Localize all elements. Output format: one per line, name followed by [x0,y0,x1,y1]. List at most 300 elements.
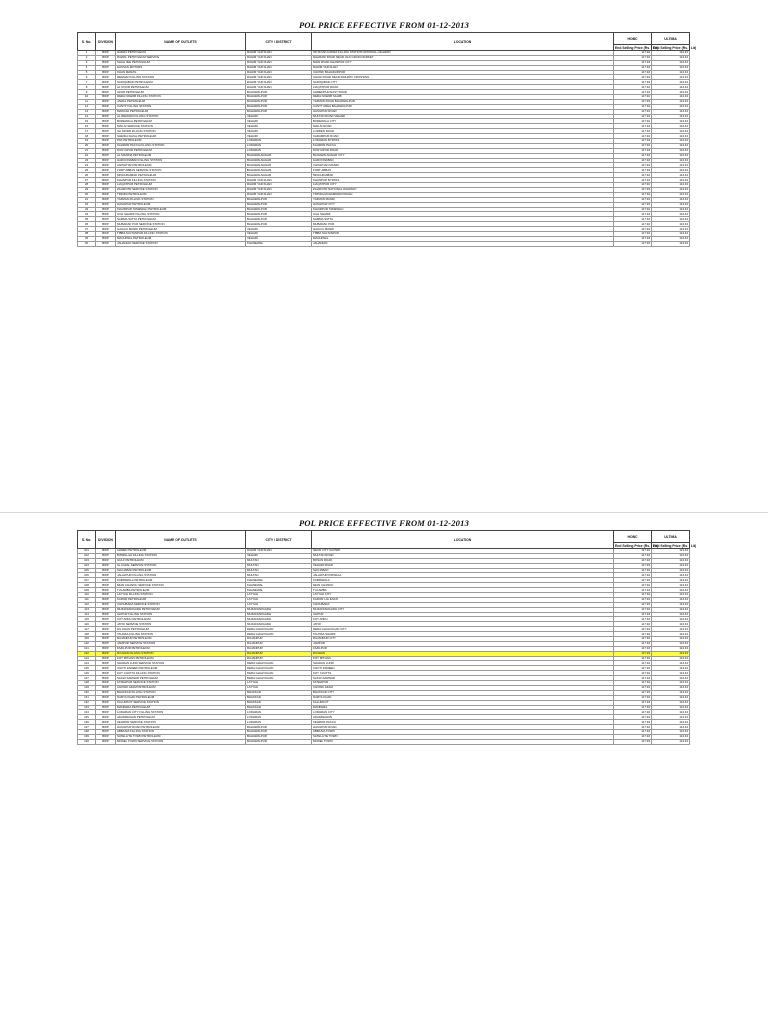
location-cell: TAUNSA SHARIF [312,632,614,637]
table-body [78,51,690,247]
ultima-price-cell: 113.43 [652,588,690,593]
hobc-price-cell: 117.94 [614,183,652,188]
outlet-name-cell: DUNYAPUR PETROLEUM [116,148,246,153]
serial-number-cell: 135 [78,715,96,720]
ultima-price-cell: 113.43 [652,197,690,202]
ultima-price-cell: 113.43 [652,627,690,632]
city-cell: BAHAWALPUR [246,104,312,109]
serial-number-cell: 18 [78,134,96,139]
division-cell: BWP [96,602,116,607]
city-cell: LAYYAH [246,593,312,598]
city-cell: BHAKKAR [246,700,312,705]
division-cell: BWP [96,651,116,656]
outlet-name-cell: BISMILLAH FILLING STATION [116,553,246,558]
hobc-price-cell: 117.94 [614,241,652,246]
table-row [78,241,690,246]
location-cell: SAKHI SARWAR [312,676,614,681]
ultima-price-cell: 113.43 [652,202,690,207]
division-cell: BWP [96,685,116,690]
page-2 [0,512,768,1025]
outlet-name-cell: JAMAL PETROLEUM [116,99,246,104]
division-cell: BWP [96,666,116,671]
division-cell: BWP [96,597,116,602]
outlet-name-cell: MINCHINABAD PETROLEUM [116,173,246,178]
outlet-name-cell: FORT ABBAS SERVICE STATION [116,168,246,173]
serial-number-cell: 112 [78,602,96,607]
outlet-name-cell: GULF PETROLEUM [116,558,246,563]
col-header-city: CITY / DISTRICT [246,33,312,51]
serial-number-cell: 33 [78,207,96,212]
serial-number-cell: 107 [78,578,96,583]
ultima-price-cell: 113.43 [652,725,690,730]
serial-number-cell: 21 [78,148,96,153]
outlet-name-cell: KAROR PETROLEUM [116,597,246,602]
ultima-price-cell: 113.43 [652,51,690,56]
division-cell: BWP [96,104,116,109]
city-cell: BAHAWALNAGAR [246,158,312,163]
outlet-name-cell: AL NOOR PETROLEUM [116,85,246,90]
outlet-name-cell: AL MADINA PETROLEUM [116,153,246,158]
serial-number-cell: 126 [78,671,96,676]
division-cell: BWP [96,119,116,124]
ultima-price-cell: 113.43 [652,85,690,90]
location-cell: TULAMBA [312,588,614,593]
hobc-price-cell: 117.94 [614,720,652,725]
division-cell: BWP [96,212,116,217]
city-cell: RAHIM YAR KHAN [246,549,312,554]
ultima-price-cell: 113.43 [652,690,690,695]
outlet-name-cell: CHOUBARA SERVICE STATION [116,602,246,607]
division-cell: BWP [96,593,116,598]
serial-number-cell: 115 [78,617,96,622]
location-cell: LAYYAH CITY [312,593,614,598]
serial-number-cell: 9 [78,90,96,95]
hobc-price-cell: 117.94 [614,578,652,583]
division-cell: BWP [96,637,116,642]
ultima-price-cell: 113.43 [652,75,690,80]
serial-number-cell: 6 [78,75,96,80]
outlet-name-cell: MAILSI SERVICE STATION [116,124,246,129]
serial-number-cell: 129 [78,685,96,690]
serial-number-cell: 7 [78,80,96,85]
division-cell: BWP [96,197,116,202]
outlet-name-cell: KHANPUR FILLING STATION [116,178,246,183]
hobc-price-cell: 117.94 [614,583,652,588]
hobc-price-cell: 117.94 [614,607,652,612]
col-header-hobc: HOBC [614,531,652,543]
outlet-name-cell: TULAMBA PETROLEUM [116,588,246,593]
serial-number-cell: 104 [78,563,96,568]
outlet-name-cell: FATEHPUR SERVICE STATION [116,681,246,686]
hobc-price-cell: 117.94 [614,212,652,217]
city-cell: VEHARI [246,114,312,119]
hobc-price-cell: 117.94 [614,148,652,153]
city-cell: RAJANPUR [246,641,312,646]
location-cell: LODHRAN BYPASS [312,139,614,144]
ultima-price-cell: 113.43 [652,95,690,100]
outlet-name-cell: HAMZA PETROLEUM [116,51,246,56]
outlet-name-cell: AL REHMAN FILLING STATION [116,114,246,119]
hobc-price-cell: 117.94 [614,222,652,227]
serial-number-cell: 103 [78,558,96,563]
division-cell: BWP [96,75,116,80]
city-cell: LAYYAH [246,681,312,686]
city-cell: RAHIM YAR KHAN [246,55,312,60]
ultima-price-cell: 113.43 [652,617,690,622]
division-cell: BWP [96,720,116,725]
division-cell: BWP [96,153,116,158]
col-header-sn: S. No. [78,531,96,549]
ultima-price-cell: 113.43 [652,183,690,188]
city-cell: BAHAWALPUR [246,197,312,202]
ultima-price-cell: 113.43 [652,661,690,666]
ultima-price-cell: 113.43 [652,573,690,578]
serial-number-cell: 138 [78,729,96,734]
location-cell: BAHAWALNAGAR CITY [312,153,614,158]
division-cell: BWP [96,231,116,236]
serial-number-cell: 35 [78,217,96,222]
city-cell: RAJANPUR [246,637,312,642]
city-cell: VEHARI [246,134,312,139]
division-cell: BWP [96,671,116,676]
ultima-price-cell: 113.43 [652,134,690,139]
division-cell: BWP [96,143,116,148]
ultima-price-cell: 113.43 [652,558,690,563]
outlet-name-cell: KEHROR SERVICE STATION [116,720,246,725]
city-cell: LODHRAN [246,143,312,148]
serial-number-cell: 26 [78,173,96,178]
ultima-price-cell: 113.43 [652,700,690,705]
hobc-price-cell: 117.94 [614,60,652,65]
location-cell: CHOUBARA [312,602,614,607]
outlet-name-cell: CHOWK AZAM PETROLEUM [116,685,246,690]
hobc-price-cell: 117.94 [614,75,652,80]
location-cell: DARYA KHAN [312,695,614,700]
hobc-price-cell: 117.94 [614,666,652,671]
city-cell: BAHAWALPUR [246,207,312,212]
division-cell: BWP [96,549,116,554]
hobc-price-cell: 117.94 [614,139,652,144]
outlet-name-cell: MACHIWAL PETROLEUM [116,236,246,241]
division-cell: BWP [96,695,116,700]
division-cell: BWP [96,622,116,627]
outlet-name-cell: CHISHTIAN PETROLEUM [116,163,246,168]
ultima-price-cell: 113.43 [652,104,690,109]
division-cell: BWP [96,148,116,153]
city-cell: LODHRAN [246,148,312,153]
hobc-price-cell: 117.94 [614,632,652,637]
location-cell: MANKERA [312,705,614,710]
city-cell: RAHIM YAR KHAN [246,75,312,80]
division-cell: BWP [96,90,116,95]
division-cell: BWP [96,236,116,241]
location-cell: KAHROR PACCA [312,143,614,148]
division-cell: BWP [96,192,116,197]
ultima-price-cell: 113.43 [652,153,690,158]
outlet-name-cell: UCH SHARIF FILLING STATION [116,212,246,217]
ultima-price-cell: 113.43 [652,646,690,651]
division-cell: BWP [96,739,116,744]
city-cell: MUZAFFARGARH [246,622,312,627]
hobc-price-cell: 117.94 [614,690,652,695]
serial-number-cell: 5 [78,70,96,75]
city-cell: LODHRAN [246,715,312,720]
outlet-name-cell: MODEL TOWN SERVICE STATION [116,739,246,744]
outlet-name-cell: AL FAZAL SERVICE STATION [116,563,246,568]
ultima-price-cell: 113.43 [652,597,690,602]
city-cell: RAHIM YAR KHAN [246,80,312,85]
outlet-name-cell: MUZAFFARGARH PETROLEUM [116,607,246,612]
location-cell: LODHRAN CITY [312,710,614,715]
serial-number-cell: 30 [78,192,96,197]
hobc-price-cell: 117.94 [614,563,652,568]
hobc-price-cell: 117.94 [614,197,652,202]
location-cell: SATELLITE TOWN [312,734,614,739]
ultima-price-cell: 113.43 [652,681,690,686]
outlet-name-cell: SHAH JEE PETROLEUM [116,60,246,65]
ultima-price-cell: 113.43 [652,656,690,661]
ultima-price-cell: 113.43 [652,139,690,144]
ultima-price-cell: 113.43 [652,671,690,676]
col-subheader-hobc: End Selling Price (Rs. / Lit) [615,45,659,50]
serial-number-cell: 131 [78,695,96,700]
hobc-price-cell: 117.94 [614,573,652,578]
outlet-name-cell: KOT MITHAN PETROLEUM [116,656,246,661]
city-cell: BAHAWALPUR [246,739,312,744]
ultima-price-cell: 113.43 [652,143,690,148]
outlet-name-cell: CHOTI ZAREEN PETROLEUM [116,666,246,671]
location-cell: CHOTI ZAREEN [312,666,614,671]
city-cell: RAHIM YAR KHAN [246,70,312,75]
division-cell: BWP [96,134,116,139]
location-cell: TIBBA SULTANPUR [312,231,614,236]
hobc-price-cell: 117.94 [614,695,652,700]
location-cell: CHOWK BAHADURPUR [312,70,614,75]
division-cell: BWP [96,158,116,163]
serial-number-cell: 25 [78,168,96,173]
outlet-name-cell: MANKERA PETROLEUM [116,705,246,710]
city-cell: DERA GHAZI KHAN [246,661,312,666]
location-cell: CHISHTIAN MANDI [312,163,614,168]
serial-number-cell: 27 [78,178,96,183]
hobc-price-cell: 117.94 [614,168,652,173]
division-cell: BWP [96,95,116,100]
hobc-price-cell: 117.94 [614,602,652,607]
outlet-name-cell: RAJANPUR PETROLEUM [116,637,246,642]
location-cell: ROJHAN [312,651,614,656]
city-cell: LAYYAH [246,602,312,607]
hobc-price-cell: 117.94 [614,734,652,739]
ultima-price-cell: 113.43 [652,637,690,642]
division-cell: BWP [96,85,116,90]
ultima-price-cell: 113.43 [652,734,690,739]
city-cell: RAJANPUR [246,656,312,661]
location-cell: TRINDA MUHAMMAD PANAH [312,192,614,197]
location-cell: LUDDEN ROAD [312,129,614,134]
division-cell: BWP [96,139,116,144]
city-cell: BAHAWALPUR [246,212,312,217]
division-cell: BWP [96,173,116,178]
division-cell: BWP [96,725,116,730]
location-cell: YAZMAN MANDI [312,197,614,202]
city-cell: RAHIM YAR KHAN [246,178,312,183]
table-row [78,739,690,744]
outlet-name-cell: JALALPUR FILLING STATION [116,573,246,578]
outlet-name-cell: RAWAL PETROLEUM SERVICE [116,55,246,60]
outlet-name-cell: ZAHIR PIR SERVICE STATION [116,187,246,192]
outlet-name-cell: ABBASIA FILLING STATION [116,729,246,734]
col-header-city: CITY / DISTRICT [246,531,312,549]
location-cell: KHANPUR BYPASS [312,178,614,183]
serial-number-cell: 109 [78,588,96,593]
outlet-name-cell: KHAN MANZIL [116,70,246,75]
serial-number-cell: 123 [78,656,96,661]
serial-number-cell: 23 [78,158,96,163]
city-cell: VEHARI [246,231,312,236]
col-subheader-ultima: End Selling Price (Rs. / Lit) [653,45,697,50]
hobc-price-cell: 117.94 [614,661,652,666]
division-cell: BWP [96,558,116,563]
page-title: POL PRICE EFFECTIVE FROM 01-12-2013 [298,518,470,528]
outlet-name-cell: CANTT FILLING STATION [116,104,246,109]
hobc-price-cell: 117.94 [614,178,652,183]
outlet-name-cell: PAK PETROLEUM [116,139,246,144]
ultima-price-cell: 113.43 [652,129,690,134]
hobc-price-cell: 117.94 [614,109,652,114]
outlet-name-cell: DG KHAN PETROLEUM [116,627,246,632]
division-cell: BWP [96,168,116,173]
ultima-price-cell: 113.43 [652,710,690,715]
division-cell: BWP [96,734,116,739]
division-cell: BWP [96,241,116,246]
price-table [77,32,697,247]
location-cell: UCH SHARIF [312,212,614,217]
outlet-name-cell: TIBBA SULTANPUR FILLING STATION [116,231,246,236]
city-cell: RAJANPUR [246,651,312,656]
table-body [78,549,690,745]
serial-number-cell: 4 [78,65,96,70]
serial-number-cell: 136 [78,720,96,725]
division-cell: BWP [96,617,116,622]
division-cell: BWP [96,55,116,60]
ultima-price-cell: 113.43 [652,99,690,104]
serial-number-cell: 28 [78,183,96,188]
hobc-price-cell: 117.94 [614,568,652,573]
serial-number-cell: 105 [78,568,96,573]
serial-number-cell: 32 [78,202,96,207]
division-cell: BWP [96,207,116,212]
ultima-price-cell: 113.43 [652,651,690,656]
outlet-name-cell: FAZILPUR PETROLEUM [116,646,246,651]
location-cell: KARAMPUR ROAD [312,134,614,139]
ultima-price-cell: 113.43 [652,212,690,217]
location-cell: YAZMAN ROAD BAHAWALPUR [312,99,614,104]
location-cell: JATOI [312,622,614,627]
city-cell: RAHIM YAR KHAN [246,187,312,192]
hobc-price-cell: 117.94 [614,143,652,148]
hobc-price-cell: 117.94 [614,153,652,158]
ultima-price-cell: 113.43 [652,583,690,588]
ultima-price-cell: 113.43 [652,676,690,681]
city-cell: LODHRAN [246,139,312,144]
col-header-division: DIVISION [96,33,116,51]
outlet-name-cell: KALURKOT SERVICE STATION [116,700,246,705]
ultima-price-cell: 113.43 [652,568,690,573]
page-1 [0,0,768,512]
outlet-name-cell: BUREWALA PETROLEUM [116,119,246,124]
city-cell: DERA GHAZI KHAN [246,676,312,681]
serial-number-cell: 101 [78,549,96,554]
location-cell: SHAHI ROAD NEAR RAILWAY CROSSING [312,75,614,80]
city-cell: BAHAWALPUR [246,90,312,95]
city-cell: BAHAWALPUR [246,725,312,730]
serial-number-cell: 11 [78,99,96,104]
location-cell: LIAQATPUR ROAD [312,85,614,90]
city-cell: BAHAWALPUR [246,95,312,100]
ultima-price-cell: 113.43 [652,158,690,163]
serial-number-cell: 22 [78,153,96,158]
serial-number-cell: 15 [78,119,96,124]
hobc-price-cell: 117.94 [614,676,652,681]
ultima-price-cell: 113.43 [652,80,690,85]
hobc-price-cell: 117.94 [614,729,652,734]
city-cell: BAHAWALNAGAR [246,168,312,173]
location-cell: RAHIM YAR KHAN [312,65,614,70]
serial-number-cell: 111 [78,597,96,602]
hobc-price-cell: 117.94 [614,612,652,617]
ultima-price-cell: 113.43 [652,602,690,607]
serial-number-cell: 130 [78,690,96,695]
serial-number-cell: 113 [78,607,96,612]
division-cell: BWP [96,627,116,632]
hobc-price-cell: 117.94 [614,129,652,134]
serial-number-cell: 132 [78,700,96,705]
serial-number-cell: 1 [78,51,96,56]
location-cell: KHAIRPUR TAMEWALI [312,207,614,212]
serial-number-cell: 31 [78,197,96,202]
division-cell: BWP [96,715,116,720]
hobc-price-cell: 117.94 [614,685,652,690]
serial-number-cell: 29 [78,187,96,192]
serial-number-cell: 36 [78,222,96,227]
division-cell: BWP [96,109,116,114]
hobc-price-cell: 117.94 [614,104,652,109]
city-cell: BAHAWALPUR [246,734,312,739]
outlet-name-cell: KAHROR PACCA FILLING STATION [116,143,246,148]
serial-number-cell: 12 [78,104,96,109]
location-cell: FAZILPUR [312,646,614,651]
ultima-price-cell: 113.43 [652,695,690,700]
hobc-price-cell: 117.94 [614,207,652,212]
location-cell: AHMEDPUR EAST ROAD [312,90,614,95]
ultima-price-cell: 113.43 [652,720,690,725]
hobc-price-cell: 117.94 [614,646,652,651]
location-cell: KOT MITHAN [312,656,614,661]
city-cell: DERA GHAZI KHAN [246,671,312,676]
location-cell: FATEHPUR [312,681,614,686]
city-cell: LAYYAH [246,685,312,690]
city-cell: KHANEWAL [246,578,312,583]
page-title: POL PRICE EFFECTIVE FROM 01-12-2013 [298,20,470,30]
ultima-price-cell: 113.43 [652,148,690,153]
city-cell: RAHIM YAR KHAN [246,51,312,56]
serial-number-cell: 128 [78,681,96,686]
outlet-name-cell: ALI MORR FILLING STATION [116,129,246,134]
division-cell: BWP [96,700,116,705]
hobc-price-cell: 117.94 [614,119,652,124]
outlet-name-cell: SHADAN LUND SERVICE STATION [116,661,246,666]
outlet-name-cell: LIAQATPUR PETROLEUM [116,183,246,188]
